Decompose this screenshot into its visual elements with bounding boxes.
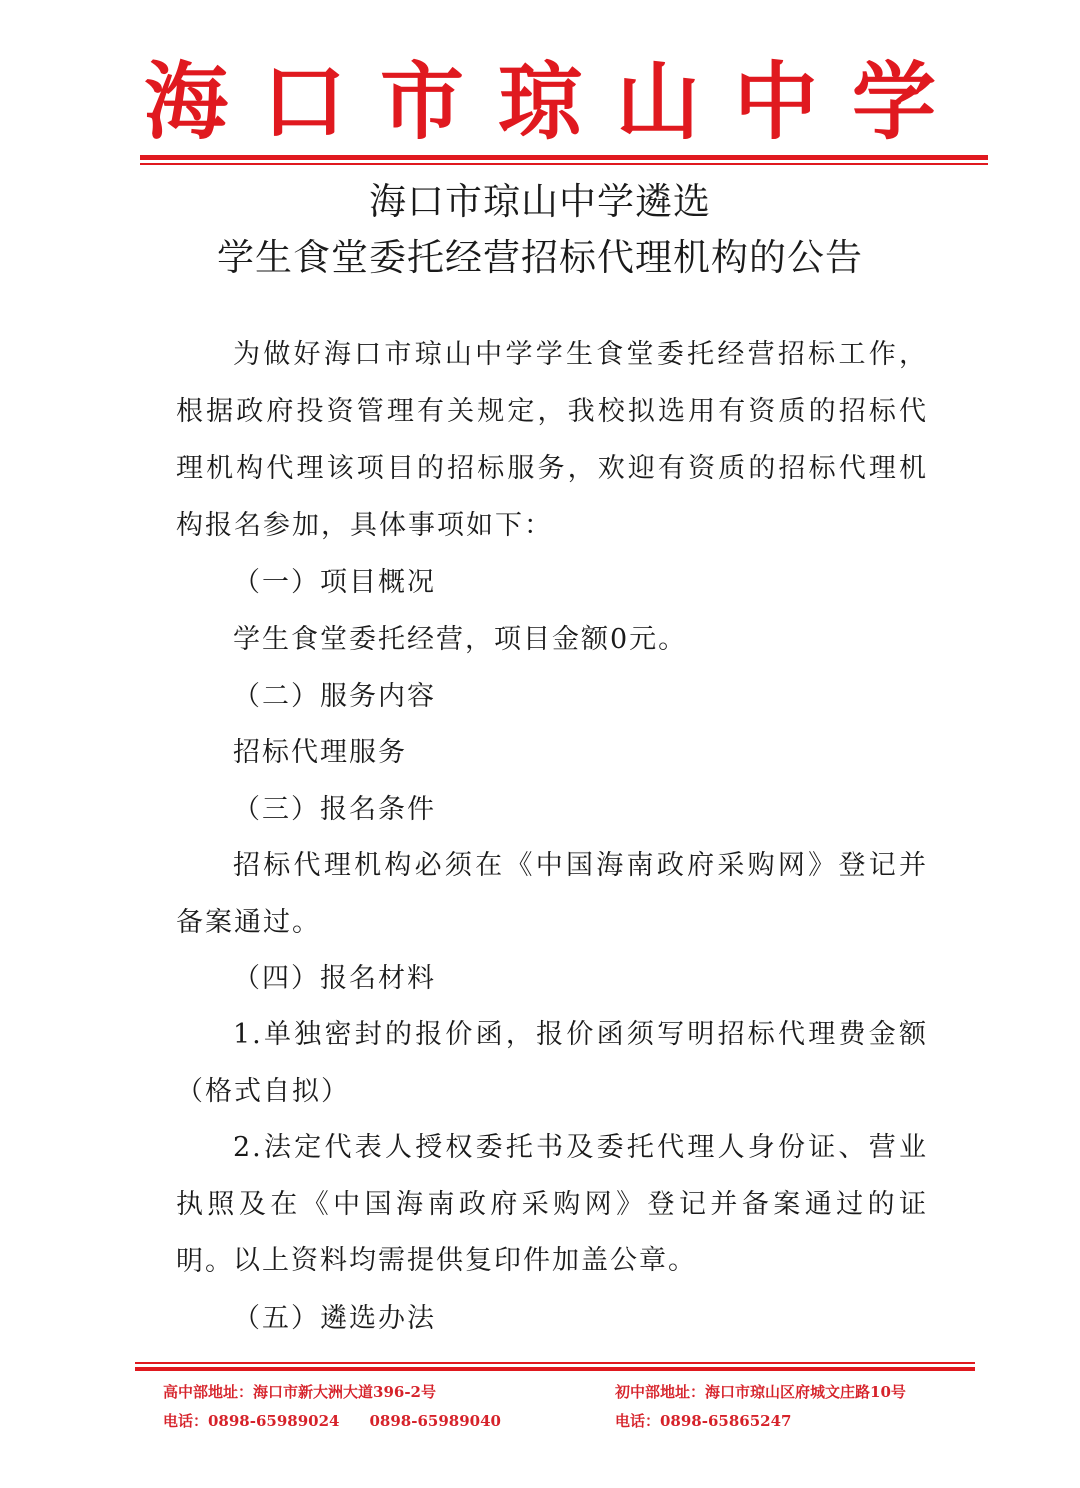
junior-campus-address: 初中部地址：海口市琼山区府城文庄路10号 — [615, 1383, 906, 1401]
section3-heading: （三）报名条件 — [233, 794, 436, 825]
intro-paragraph: 为做好海口市琼山中学学生食堂委托经营招标工作，根据政府投资管理有关规定，我校拟选用有资质的招标代理机构代理该项目的招标服务，欢迎有资质的招标代理机构报名参加，具体事项如下： — [176, 339, 928, 541]
section2-text: 招标代理服务 — [233, 737, 407, 768]
senior-campus-address: 高中部地址：海口市新大洲大道396-2号 — [163, 1383, 436, 1401]
section2-heading: （二）服务内容 — [233, 681, 436, 712]
section4-note: 以上资料均需提供复印件加盖公章。 — [233, 1245, 697, 1276]
header-rule-thin — [140, 163, 988, 165]
senior-phone-1: 电话：0898-65989024 — [163, 1412, 340, 1430]
footer-rule-thin — [135, 1362, 975, 1364]
notice-title-line1: 海口市琼山中学遴选 — [369, 180, 711, 223]
senior-campus-phone — [163, 1407, 501, 1435]
notice-title-line2: 学生食堂委托经营招标代理机构的公告 — [217, 236, 863, 279]
header-rule-thick — [140, 155, 988, 160]
section5-heading: （五）遴选办法 — [233, 1303, 436, 1334]
section4-item2: 2.法定代表人授权委托书及委托代理人身份证、营业执照及在《中国海南政府采购网》登记并备案通过的证明。 — [176, 1132, 928, 1277]
letterhead-school-name: 海口市琼山中学 — [143, 52, 970, 151]
senior-phone-2: 0898-65989040 — [369, 1412, 501, 1430]
section3-text: 招标代理机构必须在《中国海南政府采购网》登记并备案通过。 — [176, 850, 928, 938]
section4-item1: 1.单独密封的报价函，报价函须写明招标代理费金额（格式自拟） — [176, 1019, 928, 1107]
section1-text: 学生食堂委托经营，项目金额0元。 — [233, 624, 688, 655]
junior-campus-phone: 电话：0898-65865247 — [615, 1412, 792, 1430]
section4-heading: （四）报名材料 — [233, 963, 436, 994]
section1-heading: （一）项目概况 — [233, 567, 436, 598]
footer-rule-thick — [135, 1367, 975, 1371]
